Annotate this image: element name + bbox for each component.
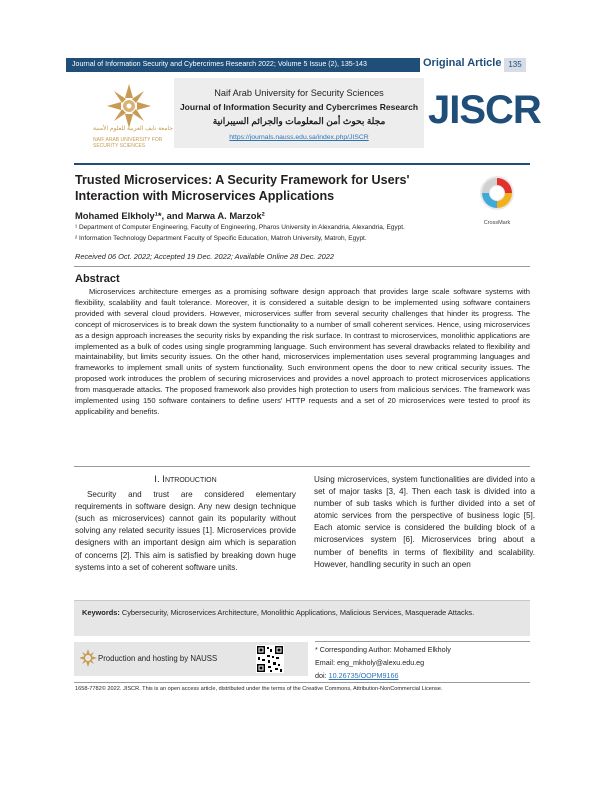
publication-dates: Received 06 Oct. 2022; Accepted 19 Dec. 2022; Available Online 28 Dec. 2022 [75, 252, 334, 261]
doi-line [315, 671, 399, 680]
article-type-label: Original Article [423, 57, 502, 69]
authors: Mohamed Elkholy¹*, and Marwa A. Marzok² [75, 210, 265, 221]
qr-code-icon [256, 645, 284, 673]
divider [74, 266, 530, 267]
article-title: Trusted Microservices: A Security Framework for Users' Interaction with Microservices Applications [75, 173, 410, 204]
divider [74, 466, 530, 467]
logo-arabic-text: جامعة نايف العربية للعلوم الأمنية [93, 126, 173, 132]
intro-paragraph: Using microservices, system functionalities are divided into a set of major tasks [3, 4]. Then each task is divided into a number of sub tasks which is further divided into a set of atomic services from the perspective of business logic [5]. Each atomic service is considered the building block of a microservices system [6]. Microservices bring about a number of benefits in terms of flexibility and scalability. However, handling security in such an open [314, 475, 535, 569]
page-number: 135 [504, 58, 526, 72]
section-heading: I. Introduction [154, 474, 217, 485]
production-text: Production and hosting by NAUSS [98, 654, 218, 663]
crossmark-icon [476, 174, 518, 214]
crossmark-badge[interactable] [476, 174, 518, 226]
doi-label: doi: [315, 671, 327, 680]
doi-link[interactable]: 10.26735/OOPM9166 [328, 671, 399, 680]
license-text: 1658-7782© 2022. JISCR. This is an open access article, distributed under the terms of the Creative Commons, Attribution-NonCommercial License. [75, 686, 443, 692]
journal-citation: Journal of Information Security and Cybercrimes Research 2022; Volume 5 Issue (2), 135-143 [72, 60, 367, 68]
author-email: Email: eng_mkholy@alexu.edu.eg [315, 658, 425, 667]
keywords [82, 607, 522, 618]
crossmark-label: CrossMark [483, 220, 511, 226]
intro-paragraph: Security and trust are considered elementary requirements in software design. Any new design technique (such as microservices) cannot gain its popularity without solving any related security issues [1]. Microservices provide designers with an important design aim which is separation of concerns [2]. This aim is satisfied by breaking down huge systems into a set of coherent software units. [75, 490, 296, 572]
masthead-box [174, 78, 424, 148]
logo-english-text: NAIF ARAB UNIVERSITY FOR SECURITY SCIENCES [93, 137, 163, 149]
journal-acronym-logo: JISCR [428, 88, 541, 132]
intro-left-column [75, 474, 296, 574]
abstract-text: Microservices architecture emerges as a promising software design approach that provides large scale software systems with flexibility, scalability and fault tolerance. Moreover, it is considered a suitable design to be implemented using software containers provided with several cloud providers. However, microservices suffer from several security challenges that hinder its progress. The concept of microservices is to break down the system functionality to a number of small coherent services. Hence, using microservices as a design approach increases the security risks by expanding the risk surface. In contrast to microservices, monolithic applications are implemented as a bulk of codes using single programming language. Such environment has several drawbacks related to flexibility and maintainability, but limits security issues. On the other hand, microservices implementation uses several programming languages and frameworks to implement small units of system functionality. Such environment opens the door to new critical security issues. The proposed work introduces the problem of securing microservices and provides a novel approach to protect microservices applications from masquerade attacks. The proposed framework also provides high protection to users from malicious services. The framework was implemented using 150 software containers to define users' HTTP requests and a set of 20 microservices were tested to proof its applicability and benefits. [75, 287, 530, 416]
keywords-box [74, 600, 530, 636]
journal-header-bar [66, 58, 420, 72]
abstract-heading: Abstract [75, 273, 120, 285]
title-divider [74, 163, 530, 165]
journal-name: Journal of Information Security and Cybercrimes Research [179, 102, 419, 112]
keywords-label: Keywords: [82, 608, 120, 617]
divider [315, 641, 530, 642]
affiliation-2: ² Information Technology Department Faculty of Specific Education, Matroh University, Matroh, Egypt. [75, 235, 367, 242]
journal-arabic-name: مجلة بحوث أمن المعلومات والجرائم السيبرانية [212, 116, 386, 126]
divider [74, 682, 530, 683]
production-box [74, 642, 308, 676]
intro-right-column [314, 474, 535, 571]
journal-url-link[interactable]: https://journals.nauss.edu.sa/index.php/JISCR [229, 134, 369, 141]
corresponding-author: * Corresponding Author: Mohamed Elkholy [315, 645, 451, 654]
affiliation-1: ¹ Department of Computer Engineering, Faculty of Engineering, Pharos University in Alexandria, Alexandria, Egypt. [75, 224, 405, 231]
keywords-text: Cybersecurity, Microservices Architecture, Monolithic Applications, Malicious Services, Masquerade Attacks. [121, 608, 475, 617]
university-name: Naif Arab University for Security Sciences [214, 88, 384, 98]
